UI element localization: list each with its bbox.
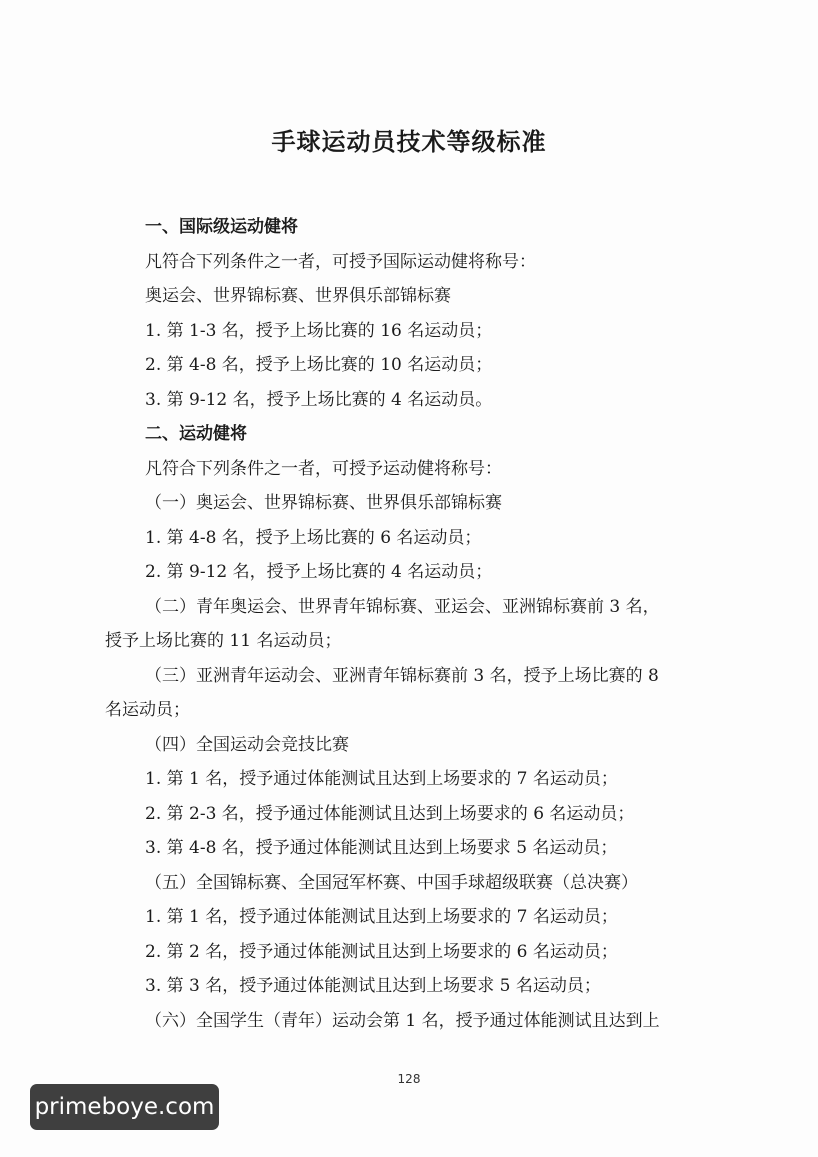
paragraph-line: 3. 第 3 名，授予通过体能测试且达到上场要求 5 名运动员； <box>145 976 601 996</box>
paragraph-line: 3. 第 4-8 名，授予通过体能测试且达到上场要求 5 名运动员； <box>145 838 618 858</box>
paragraph-line: （五）全国锦标赛、全国冠军杯赛、中国手球超级联赛（总决赛） <box>145 872 638 893</box>
paragraph-line: 1. 第 1 名，授予通过体能测试且达到上场要求的 7 名运动员； <box>145 769 618 789</box>
page-title: 手球运动员技术等级标准 <box>271 128 547 156</box>
paragraph-line: 授予上场比赛的 11 名运动员； <box>105 631 342 651</box>
watermark-text: primeboye.com <box>34 1094 215 1120</box>
paragraph-line: （三）亚洲青年运动会、亚洲青年锦标赛前 3 名，授予上场比赛的 8 <box>145 665 659 686</box>
paragraph-line: 名运动员； <box>105 700 190 720</box>
paragraph-line: 2. 第 4-8 名，授予上场比赛的 10 名运动员； <box>145 355 493 375</box>
document-body <box>105 210 725 1038</box>
paragraph-line: （二）青年奥运会、世界青年锦标赛、亚运会、亚洲锦标赛前 3 名， <box>145 596 660 617</box>
paragraph-line: （六）全国学生（青年）运动会第 1 名，授予通过体能测试且达到上 <box>145 1010 660 1031</box>
watermark-badge <box>30 1084 219 1130</box>
paragraph-line: 2. 第 2 名，授予通过体能测试且达到上场要求的 6 名运动员； <box>145 941 618 962</box>
paragraph-line: 凡符合下列条件之一者，可授予运动健将称号： <box>145 458 502 479</box>
page-number: 128 <box>397 1072 421 1086</box>
section-heading: 一、国际级运动健将 <box>145 217 298 237</box>
paragraph-line: 1. 第 1 名，授予通过体能测试且达到上场要求的 7 名运动员； <box>145 907 618 927</box>
paragraph-line: 2. 第 2-3 名，授予通过体能测试且达到上场要求的 6 名运动员； <box>145 803 635 824</box>
paragraph-line: 1. 第 4-8 名，授予上场比赛的 6 名运动员； <box>145 527 482 548</box>
paragraph-line: 奥运会、世界锦标赛、世界俱乐部锦标赛 <box>145 286 451 306</box>
section-heading: 二、运动健将 <box>145 424 247 444</box>
paragraph-line: （一）奥运会、世界锦标赛、世界俱乐部锦标赛 <box>145 493 502 513</box>
paragraph-line: 2. 第 9-12 名，授予上场比赛的 4 名运动员； <box>145 562 493 582</box>
paragraph-line: （四）全国运动会竞技比赛 <box>145 734 349 755</box>
paragraph-line: 3. 第 9-12 名，授予上场比赛的 4 名运动员。 <box>145 389 493 410</box>
paragraph-line: 凡符合下列条件之一者，可授予国际运动健将称号： <box>145 251 536 272</box>
paragraph-line: 1. 第 1-3 名，授予上场比赛的 16 名运动员； <box>145 320 493 341</box>
